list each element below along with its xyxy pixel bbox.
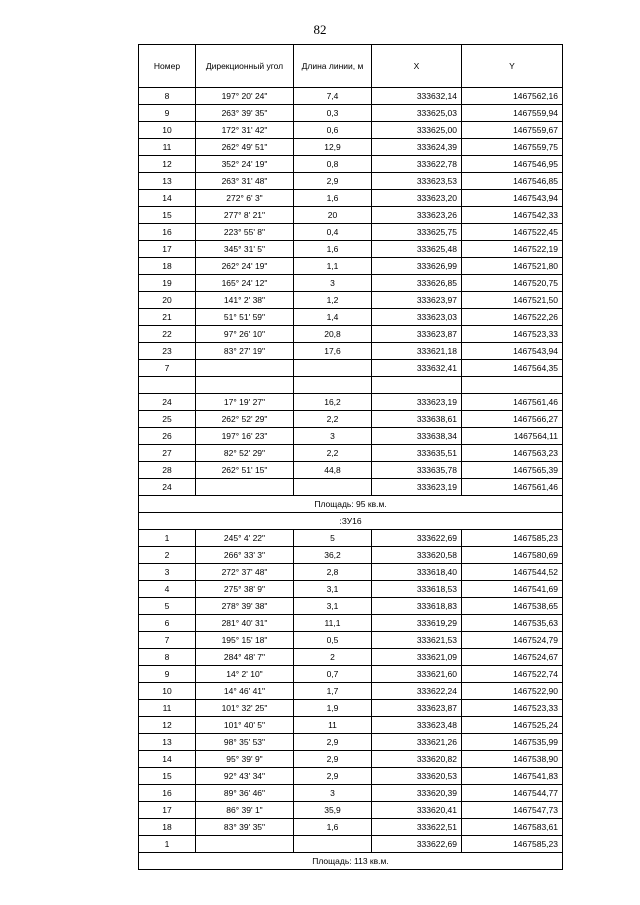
line-length: 0,5 (294, 632, 372, 649)
bearing-angle: 266° 33' 3" (196, 547, 294, 564)
bearing-angle: 284° 48' 7" (196, 649, 294, 666)
coord-y: 1467524,67 (462, 649, 563, 666)
bearing-angle: 263° 31' 48" (196, 173, 294, 190)
header-y: Y (462, 45, 563, 88)
line-length: 12,9 (294, 139, 372, 156)
point-number: 18 (139, 819, 196, 836)
coord-x: 333638,61 (372, 411, 462, 428)
coord-y: 1467521,50 (462, 292, 563, 309)
header-x: X (372, 45, 462, 88)
section-title: :ЗУ16 (139, 513, 563, 530)
coord-y: 1467522,90 (462, 683, 563, 700)
line-length: 11,1 (294, 615, 372, 632)
bearing-angle: 14° 2' 10" (196, 666, 294, 683)
point-number: 14 (139, 190, 196, 207)
line-length: 0,7 (294, 666, 372, 683)
line-length: 3,1 (294, 598, 372, 615)
line-length: 35,9 (294, 802, 372, 819)
point-number: 3 (139, 564, 196, 581)
table-row (139, 292, 563, 309)
coord-y: 1467544,77 (462, 785, 563, 802)
coord-y: 1467542,33 (462, 207, 563, 224)
line-length: 3 (294, 428, 372, 445)
coord-y: 1467564,35 (462, 360, 563, 377)
coord-x: 333626,85 (372, 275, 462, 292)
bearing-angle: 172° 31' 42" (196, 122, 294, 139)
coord-x: 333623,97 (372, 292, 462, 309)
table-row (139, 683, 563, 700)
bearing-angle: 262° 24' 19" (196, 258, 294, 275)
point-number: 22 (139, 326, 196, 343)
table-row (139, 394, 563, 411)
point-number: 21 (139, 309, 196, 326)
coord-y: 1467523,33 (462, 700, 563, 717)
coord-y: 1467585,23 (462, 836, 563, 853)
coord-x: 333618,40 (372, 564, 462, 581)
coord-x: 333635,51 (372, 445, 462, 462)
coord-x: 333623,87 (372, 326, 462, 343)
coord-x: 333621,18 (372, 343, 462, 360)
coord-y: 1467563,23 (462, 445, 563, 462)
bearing-angle: 89° 36' 46" (196, 785, 294, 802)
table-row (139, 717, 563, 734)
header-length: Длина линии, м (294, 45, 372, 88)
table-row (139, 377, 563, 394)
point-number: 13 (139, 734, 196, 751)
coord-x: 333625,00 (372, 122, 462, 139)
line-length: 20 (294, 207, 372, 224)
table-row (139, 700, 563, 717)
point-number: 10 (139, 683, 196, 700)
table-row (139, 156, 563, 173)
point-number: 26 (139, 428, 196, 445)
coord-x: 333624,39 (372, 139, 462, 156)
bearing-angle: 275° 38' 9" (196, 581, 294, 598)
bearing-angle: 101° 32' 25" (196, 700, 294, 717)
line-length: 2,9 (294, 751, 372, 768)
bearing-angle: 83° 27' 19" (196, 343, 294, 360)
coord-y: 1467541,69 (462, 581, 563, 598)
table-row (139, 224, 563, 241)
point-number: 4 (139, 581, 196, 598)
bearing-angle: 197° 20' 24" (196, 88, 294, 105)
line-length: 1,1 (294, 258, 372, 275)
table-row (139, 360, 563, 377)
table-row (139, 173, 563, 190)
bearing-angle: 272° 37' 48" (196, 564, 294, 581)
point-number: 8 (139, 649, 196, 666)
area-row (139, 496, 563, 513)
table-row (139, 326, 563, 343)
coord-x: 333618,83 (372, 598, 462, 615)
section2-rows (139, 530, 563, 853)
coord-x: 333638,34 (372, 428, 462, 445)
table-row (139, 88, 563, 105)
coord-y: 1467559,67 (462, 122, 563, 139)
point-number: 5 (139, 598, 196, 615)
table-row (139, 411, 563, 428)
coord-y: 1467544,52 (462, 564, 563, 581)
table-row (139, 632, 563, 649)
coord-y: 1467566,27 (462, 411, 563, 428)
coord-x: 333620,41 (372, 802, 462, 819)
line-length (294, 479, 372, 496)
coord-y: 1467535,63 (462, 615, 563, 632)
point-number: 1 (139, 836, 196, 853)
coord-x: 333635,78 (372, 462, 462, 479)
table-row (139, 666, 563, 683)
coord-y: 1467522,19 (462, 241, 563, 258)
point-number: 13 (139, 173, 196, 190)
line-length: 17,6 (294, 343, 372, 360)
coord-x: 333622,24 (372, 683, 462, 700)
point-number: 12 (139, 717, 196, 734)
section-title-row (139, 513, 563, 530)
table-row (139, 836, 563, 853)
line-length: 0,8 (294, 156, 372, 173)
coord-y: 1467580,69 (462, 547, 563, 564)
page-number: 82 (313, 22, 327, 37)
line-length (294, 377, 372, 394)
section1-rows (139, 88, 563, 496)
table-row (139, 462, 563, 479)
line-length: 16,2 (294, 394, 372, 411)
coord-x (372, 377, 462, 394)
coord-x: 333623,87 (372, 700, 462, 717)
table-row (139, 768, 563, 785)
table-row (139, 547, 563, 564)
coord-x: 333625,03 (372, 105, 462, 122)
bearing-angle: 281° 40' 31" (196, 615, 294, 632)
coord-y: 1467561,46 (462, 394, 563, 411)
bearing-angle: 101° 40' 5" (196, 717, 294, 734)
table-header-row (139, 45, 563, 88)
bearing-angle: 14° 46' 41" (196, 683, 294, 700)
bearing-angle: 92° 43' 34" (196, 768, 294, 785)
coordinates-table (138, 44, 563, 870)
coord-x: 333623,48 (372, 717, 462, 734)
table-row (139, 751, 563, 768)
bearing-angle (196, 360, 294, 377)
point-number: 9 (139, 105, 196, 122)
coord-y (462, 377, 563, 394)
header-number: Номер (139, 45, 196, 88)
line-length: 7,4 (294, 88, 372, 105)
bearing-angle: 97° 26' 10" (196, 326, 294, 343)
point-number: 14 (139, 751, 196, 768)
coord-y: 1467520,75 (462, 275, 563, 292)
line-length: 2,9 (294, 768, 372, 785)
bearing-angle: 98° 35' 53" (196, 734, 294, 751)
point-number: 11 (139, 700, 196, 717)
table-row (139, 802, 563, 819)
coord-y: 1467522,74 (462, 666, 563, 683)
table-row (139, 581, 563, 598)
coord-x: 333623,53 (372, 173, 462, 190)
point-number: 19 (139, 275, 196, 292)
table-row (139, 105, 563, 122)
bearing-angle: 95° 39' 9" (196, 751, 294, 768)
line-length: 3 (294, 785, 372, 802)
bearing-angle: 141° 2' 38" (196, 292, 294, 309)
coord-y: 1467565,39 (462, 462, 563, 479)
line-length: 3,1 (294, 581, 372, 598)
line-length: 1,4 (294, 309, 372, 326)
bearing-angle: 165° 24' 12" (196, 275, 294, 292)
table-row (139, 275, 563, 292)
point-number: 2 (139, 547, 196, 564)
coord-x: 333620,39 (372, 785, 462, 802)
coord-x: 333623,19 (372, 394, 462, 411)
coord-x: 333623,26 (372, 207, 462, 224)
point-number: 24 (139, 479, 196, 496)
table-row (139, 190, 563, 207)
point-number: 16 (139, 785, 196, 802)
point-number: 20 (139, 292, 196, 309)
line-length: 2 (294, 649, 372, 666)
coord-x: 333622,78 (372, 156, 462, 173)
point-number: 17 (139, 241, 196, 258)
coord-y: 1467546,95 (462, 156, 563, 173)
coord-y: 1467535,99 (462, 734, 563, 751)
coord-y: 1467585,23 (462, 530, 563, 547)
coord-y: 1467522,45 (462, 224, 563, 241)
line-length: 1,9 (294, 700, 372, 717)
bearing-angle: 263° 39' 35" (196, 105, 294, 122)
point-number: 16 (139, 224, 196, 241)
coord-y: 1467547,73 (462, 802, 563, 819)
coord-y: 1467538,65 (462, 598, 563, 615)
point-number: 15 (139, 207, 196, 224)
table-row (139, 309, 563, 326)
point-number: 11 (139, 139, 196, 156)
line-length (294, 836, 372, 853)
coord-y: 1467523,33 (462, 326, 563, 343)
table-row (139, 785, 563, 802)
table-row (139, 598, 563, 615)
line-length: 0,6 (294, 122, 372, 139)
bearing-angle (196, 479, 294, 496)
coord-y: 1467583,61 (462, 819, 563, 836)
line-length: 2,9 (294, 173, 372, 190)
point-number: 28 (139, 462, 196, 479)
coord-x: 333622,51 (372, 819, 462, 836)
table-row (139, 564, 563, 581)
table-row (139, 479, 563, 496)
coord-x: 333620,58 (372, 547, 462, 564)
table-row (139, 530, 563, 547)
table-row (139, 734, 563, 751)
line-length: 36,2 (294, 547, 372, 564)
coord-x: 333622,69 (372, 836, 462, 853)
point-number: 17 (139, 802, 196, 819)
coord-x: 333619,29 (372, 615, 462, 632)
coord-x: 333632,41 (372, 360, 462, 377)
bearing-angle: 51° 51' 59" (196, 309, 294, 326)
line-length: 2,2 (294, 445, 372, 462)
coord-y: 1467559,94 (462, 105, 563, 122)
point-number: 12 (139, 156, 196, 173)
coord-y: 1467562,16 (462, 88, 563, 105)
coord-y: 1467538,90 (462, 751, 563, 768)
point-number: 8 (139, 88, 196, 105)
line-length (294, 360, 372, 377)
bearing-angle: 195° 15' 18" (196, 632, 294, 649)
point-number: 15 (139, 768, 196, 785)
coord-y: 1467543,94 (462, 190, 563, 207)
bearing-angle: 86° 39' 1" (196, 802, 294, 819)
coord-x: 333626,99 (372, 258, 462, 275)
bearing-angle: 345° 31' 5" (196, 241, 294, 258)
coord-y: 1467561,46 (462, 479, 563, 496)
table-row (139, 819, 563, 836)
bearing-angle: 272° 6' 3" (196, 190, 294, 207)
bearing-angle: 82° 52' 29" (196, 445, 294, 462)
point-number: 1 (139, 530, 196, 547)
coord-x: 333623,03 (372, 309, 462, 326)
bearing-angle: 245° 4' 22" (196, 530, 294, 547)
table-row (139, 615, 563, 632)
bearing-angle: 262° 51' 15" (196, 462, 294, 479)
point-number: 23 (139, 343, 196, 360)
line-length: 2,8 (294, 564, 372, 581)
bearing-angle: 352° 24' 19" (196, 156, 294, 173)
coord-y: 1467521,80 (462, 258, 563, 275)
table-row (139, 258, 563, 275)
line-length: 1,6 (294, 190, 372, 207)
coord-x: 333623,19 (372, 479, 462, 496)
coord-x: 333622,69 (372, 530, 462, 547)
table-row (139, 207, 563, 224)
table-row (139, 445, 563, 462)
coord-x: 333620,82 (372, 751, 462, 768)
line-length: 44,8 (294, 462, 372, 479)
coord-x: 333620,53 (372, 768, 462, 785)
line-length: 0,4 (294, 224, 372, 241)
table-row (139, 428, 563, 445)
coord-x: 333623,20 (372, 190, 462, 207)
coord-y: 1467524,79 (462, 632, 563, 649)
area-total-1: Площадь: 95 кв.м. (139, 496, 563, 513)
line-length: 1,7 (294, 683, 372, 700)
coord-x: 333621,53 (372, 632, 462, 649)
coord-y: 1467559,75 (462, 139, 563, 156)
line-length: 20,8 (294, 326, 372, 343)
coord-y: 1467564,11 (462, 428, 563, 445)
bearing-angle (196, 377, 294, 394)
header-bearing: Дирекционный угол (196, 45, 294, 88)
table-row (139, 122, 563, 139)
bearing-angle: 17° 19' 27" (196, 394, 294, 411)
coord-x: 333621,09 (372, 649, 462, 666)
line-length: 2,9 (294, 734, 372, 751)
point-number: 7 (139, 360, 196, 377)
area-total-2: Площадь: 113 кв.м. (139, 853, 563, 870)
coord-y: 1467543,94 (462, 343, 563, 360)
bearing-angle: 197° 16' 23" (196, 428, 294, 445)
point-number: 9 (139, 666, 196, 683)
point-number: 24 (139, 394, 196, 411)
point-number (139, 377, 196, 394)
coord-x: 333618,53 (372, 581, 462, 598)
coord-y: 1467541,83 (462, 768, 563, 785)
bearing-angle: 278° 39' 38" (196, 598, 294, 615)
coord-x: 333625,48 (372, 241, 462, 258)
table-row (139, 343, 563, 360)
coord-x: 333632,14 (372, 88, 462, 105)
point-number: 6 (139, 615, 196, 632)
point-number: 27 (139, 445, 196, 462)
line-length: 1,2 (294, 292, 372, 309)
line-length: 3 (294, 275, 372, 292)
coord-y: 1467522,26 (462, 309, 563, 326)
point-number: 25 (139, 411, 196, 428)
bearing-angle: 223° 55' 8" (196, 224, 294, 241)
coord-x: 333621,60 (372, 666, 462, 683)
coord-x: 333621,26 (372, 734, 462, 751)
bearing-angle: 262° 49' 51" (196, 139, 294, 156)
table-row (139, 139, 563, 156)
point-number: 18 (139, 258, 196, 275)
coord-y: 1467546,85 (462, 173, 563, 190)
point-number: 7 (139, 632, 196, 649)
line-length: 5 (294, 530, 372, 547)
point-number: 10 (139, 122, 196, 139)
line-length: 2,2 (294, 411, 372, 428)
line-length: 1,6 (294, 241, 372, 258)
table-row (139, 241, 563, 258)
coord-y: 1467525,24 (462, 717, 563, 734)
line-length: 1,6 (294, 819, 372, 836)
line-length: 11 (294, 717, 372, 734)
bearing-angle: 262° 52' 29" (196, 411, 294, 428)
bearing-angle: 83° 39' 35" (196, 819, 294, 836)
bearing-angle: 277° 8' 21" (196, 207, 294, 224)
bearing-angle (196, 836, 294, 853)
coord-x: 333625,75 (372, 224, 462, 241)
area-row (139, 853, 563, 870)
line-length: 0,3 (294, 105, 372, 122)
table-row (139, 649, 563, 666)
